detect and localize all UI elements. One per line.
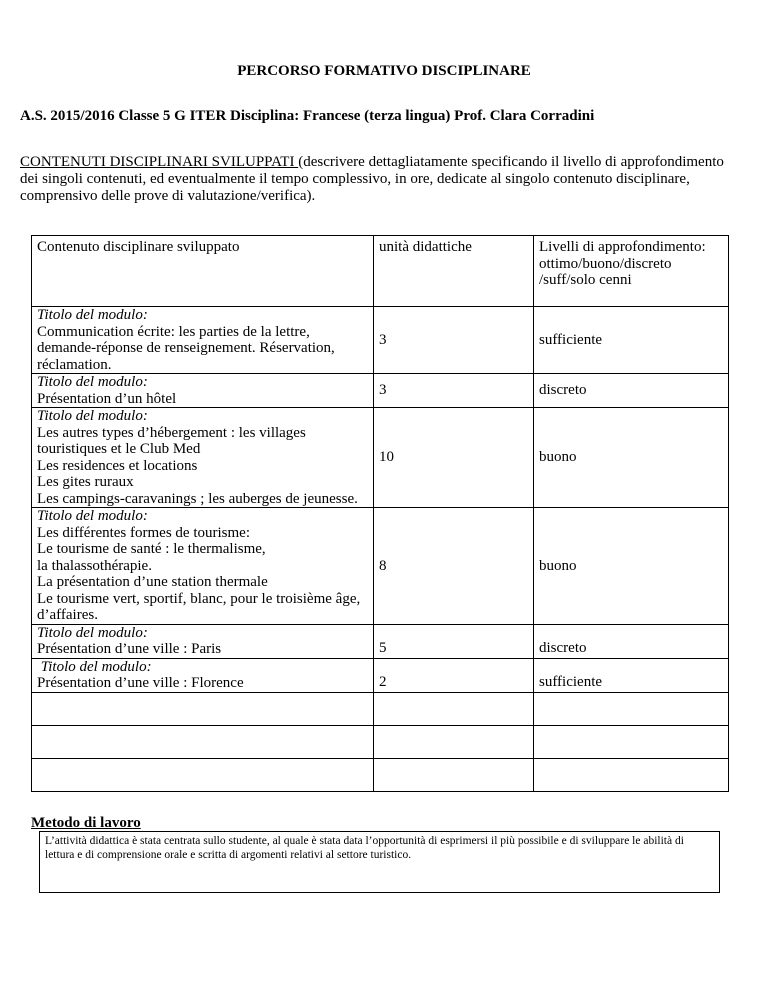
- module-label: Titolo del modulo:: [37, 508, 148, 524]
- module-content: Les différentes formes de tourisme:: [37, 524, 250, 541]
- units-cell: [374, 307, 534, 374]
- table-row: [32, 374, 729, 408]
- module-content: Présentation d’une ville : Florence: [37, 675, 244, 691]
- module-label: Titolo del modulo:: [37, 408, 148, 424]
- level-cell: [534, 658, 729, 692]
- empty-cell: [374, 692, 534, 725]
- module-cell: [32, 408, 374, 508]
- empty-cell: [534, 758, 729, 791]
- empty-cell: [32, 692, 374, 725]
- empty-row: [32, 725, 729, 758]
- units-value: 8: [379, 557, 387, 574]
- units-cell: [374, 374, 534, 408]
- module-content: Présentation d’un hôtel: [37, 390, 177, 407]
- module-content: Les gites ruraux: [37, 474, 134, 490]
- module-content: Présentation d’une ville : Paris: [37, 641, 222, 657]
- table-row: [32, 307, 729, 374]
- metodo-box: [39, 831, 720, 893]
- module-label: Titolo del modulo:: [37, 624, 148, 641]
- metodo-text: L’attività didattica è stata centrata sullo studente, al quale è stata data l’opportunità di esprimersi il più possibile e di sviluppare le abilità di lettura e di comprensione orale e scritta di argomenti relativi al settore turistico.: [45, 835, 684, 861]
- units-value: 5: [379, 639, 387, 656]
- level-value: buono: [539, 449, 577, 466]
- module-cell: [32, 307, 374, 374]
- module-cell: [32, 508, 374, 625]
- module-content: La présentation d’une station thermale: [37, 574, 268, 590]
- contents-table: [31, 235, 729, 792]
- empty-cell: [534, 725, 729, 758]
- empty-row: [32, 692, 729, 725]
- module-cell: [32, 624, 374, 658]
- table-row: [32, 658, 729, 692]
- level-cell: [534, 307, 729, 374]
- level-cell: [534, 374, 729, 408]
- units-cell: [374, 624, 534, 658]
- class-header: A.S. 2015/2016 Classe 5 G ITER Disciplina: Francese (terza lingua) Prof. Clara Corradini: [20, 108, 595, 124]
- table-row: [32, 624, 729, 658]
- units-value: 3: [379, 382, 387, 399]
- empty-cell: [32, 725, 374, 758]
- header-livelli: Livelli di approfondimento: ottimo/buono/discreto /suff/solo cenni: [534, 236, 729, 307]
- module-label: Titolo del modulo:: [37, 307, 148, 323]
- table-row: [32, 408, 729, 508]
- table-row: [32, 508, 729, 625]
- module-content: Les autres types d’hébergement : les villages touristiques et le Club Med: [37, 424, 306, 457]
- level-value: sufficiente: [539, 673, 603, 690]
- module-cell: [32, 374, 374, 408]
- units-cell: [374, 508, 534, 625]
- units-cell: [374, 658, 534, 692]
- module-content: Les residences et locations: [37, 457, 198, 474]
- intro-paragraph: [20, 154, 740, 205]
- module-content: la thalassothérapie.: [37, 557, 152, 574]
- level-value: sufficiente: [539, 331, 603, 348]
- empty-row: [32, 758, 729, 791]
- intro-heading: CONTENUTI DISCIPLINARI SVILUPPATI: [20, 154, 299, 170]
- level-cell: [534, 508, 729, 625]
- module-label: Titolo del modulo:: [37, 658, 152, 675]
- units-value: 3: [379, 331, 387, 348]
- level-value: discreto: [539, 639, 587, 656]
- module-content: Communication écrite: les parties de la lettre, demande-réponse de renseignement. Réservation, réclamation.: [37, 323, 335, 373]
- metodo-heading: Metodo di lavoro: [31, 815, 141, 831]
- units-cell: [374, 408, 534, 508]
- units-value: 2: [379, 673, 387, 690]
- module-content: Le tourisme vert, sportif, blanc, pour le troisième âge, d’affaires.: [37, 590, 361, 623]
- empty-cell: [32, 758, 374, 791]
- module-content: Le tourisme de santé : le thermalisme,: [37, 541, 266, 557]
- module-cell: [32, 658, 374, 692]
- units-value: 10: [379, 449, 394, 466]
- empty-cell: [374, 725, 534, 758]
- header-contenuto: Contenuto disciplinare sviluppato: [32, 236, 374, 307]
- module-label: Titolo del modulo:: [37, 374, 148, 390]
- empty-cell: [374, 758, 534, 791]
- level-cell: [534, 408, 729, 508]
- header-unita: unità didattiche: [374, 236, 534, 307]
- module-content: Les campings-caravanings ; les auberges de jeunesse.: [37, 490, 358, 507]
- document-title: PERCORSO FORMATIVO DISCIPLINARE: [237, 63, 531, 79]
- level-cell: [534, 624, 729, 658]
- level-value: discreto: [539, 382, 587, 399]
- intro-description: (descrivere dettagliatamente specificando il livello di approfondimento dei singoli contenuti, ed eventualmente il tempo complessivo, in ore, dedicate al singolo contenuto disciplinare, comprensivo delle prove di valutazione/verifica).: [20, 154, 724, 204]
- empty-cell: [534, 692, 729, 725]
- table-header-row: [32, 236, 729, 307]
- level-value: buono: [539, 557, 577, 574]
